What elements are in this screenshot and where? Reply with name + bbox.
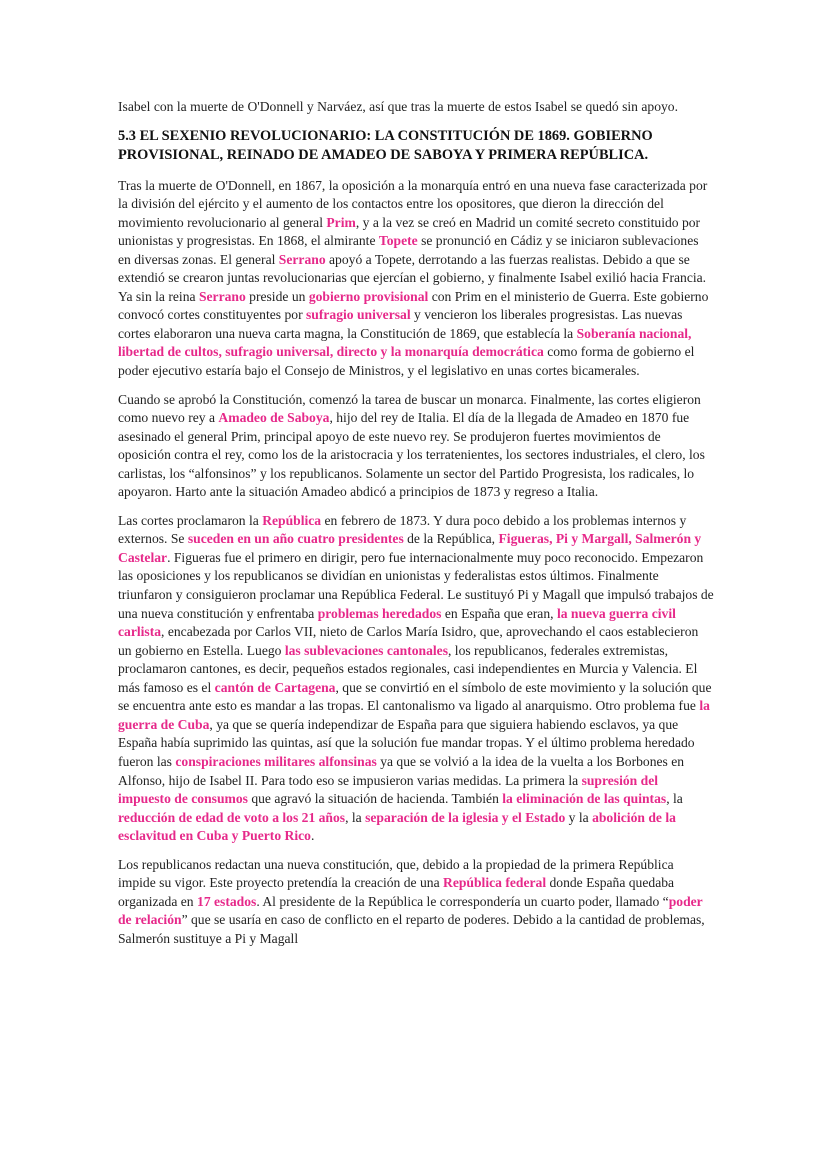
- text: Tras la muerte de O'Donnell, en 1867, la oposición a la monarquía entró en una nueva fase caracterizada por la división del ejército y el aumento de los contactos entre los opositores, que dieron la dirección del movimiento revolucionario al general: [118, 177, 708, 230]
- intro-paragraph: [118, 98, 714, 117]
- highlight: conspiraciones militares alfonsinas: [175, 753, 377, 769]
- document-page: [118, 98, 714, 958]
- text: Los republicanos redactan una nueva constitución, que, debido a la propiedad de la primera República impide su vigor. Este proyecto pretendía la creación de una: [118, 856, 674, 891]
- text: , y a la vez se creó en Madrid un comité secreto constituido por unionistas y progresistas. En 1868, el almirante: [118, 214, 701, 249]
- text: en febrero de 1873. Y dura poco debido a los problemas internos y externos. Se: [118, 512, 687, 547]
- paragraph-amadeo: [118, 391, 714, 502]
- text: Cuando se aprobó la Constitución, comenzó la tarea de buscar un monarca. Finalmente, las cortes eligieron como nuevo rey a: [118, 391, 701, 426]
- highlight: sufragio universal: [306, 307, 411, 323]
- highlight: Serrano: [198, 288, 246, 304]
- highlight: Soberanía nacional, libertad de cultos, sufragio universal, directo y la monarquía democrática: [118, 325, 692, 360]
- text: Isabel con la muerte de O'Donnell y Narváez, así que tras la muerte de estos Isabel se quedó sin apoyo.: [118, 99, 678, 114]
- highlight: la guerra de Cuba: [118, 698, 710, 732]
- text: donde España quedaba organizada en: [118, 875, 675, 909]
- text: , los republicanos, federales extremistas, proclamaron cantones, es decir, pequeños estados regionales, casi independientes en Murcia y Valencia. El más famoso es el: [118, 642, 698, 695]
- paragraph-republic: [118, 512, 714, 846]
- text: . Al presidente de la República le correspondería un cuarto poder, llamado “: [256, 893, 669, 909]
- text: , la: [345, 809, 366, 825]
- text: , ya que se quería independizar de España para que siguiera habiendo esclavos, ya que España había suprimido las quintas, así que la solución fue mandar tropas. Y el último problema heredado fueron las: [118, 716, 695, 769]
- highlight: República federal: [443, 875, 547, 891]
- highlight: las sublevaciones cantonales: [284, 642, 448, 658]
- paragraph-constitution: [118, 856, 714, 949]
- highlight: Amadeo de Saboya: [218, 410, 330, 426]
- text: , hijo del rey de Italia. El día de la llegada de Amadeo en 1870 fue asesinado el general Prim, principal apoyo de este nuevo rey. Se produjeron fuertes movimientos de oposición contra el rey, como los de la aristocracia y los terratenientes, los sectores industriales, el clero, los carlistas, los “alfonsinos” y los republicanos. Solamente un sector del Partido Progresista, los radicales, lo apoyaron. Harto ante la situación Amadeo abdicó a principios de 1873 y regreso a Italia.: [118, 410, 705, 500]
- highlight: abolición de la esclavitud en Cuba y Puerto Rico: [118, 809, 676, 844]
- highlight: Prim: [326, 214, 356, 230]
- text: con Prim en el ministerio de Guerra. Este gobierno convocó cortes constituyentes por: [118, 288, 709, 323]
- highlight: República: [262, 512, 322, 528]
- text: preside un: [245, 288, 309, 304]
- paragraph-revolution: [118, 177, 714, 381]
- text: .: [310, 828, 315, 844]
- highlight: poder de relación: [118, 893, 703, 928]
- text: como forma de gobierno el poder ejecutivo estaría bajo el Consejo de Ministros, y el legislativo en unas cortes bicamerales.: [118, 344, 695, 379]
- text: ya que se volvió a la idea de la vuelta a los Borbones en Alfonso, hijo de Isabel II. Para todo eso se impusieron varias medidas. La primera la: [118, 753, 685, 788]
- text: , que se convirtió en el símbolo de este movimiento y la solución que se encuentra ante esto es mandar a las tropas. El cantonalismo va ligado al anarquismo. Otro problema fue: [118, 679, 712, 714]
- highlight: cantón de Cartagena: [214, 679, 336, 695]
- highlight: Serrano: [278, 251, 326, 267]
- text: , la: [666, 791, 683, 807]
- text: apoyó a Topete, derrotando a las fuerzas realistas. Debido a que se extendió se crearon juntas revolucionarias que ejercían el gobierno, y finalmente Isabel exilió hacia Francia. Ya sin la reina: [118, 251, 707, 304]
- text: . Figueras fue el primero en dirigir, pero fue internacionalmente muy poco reconocido. Empezaron las oposiciones y los republicanos se dividían en unionistas y federalistas estos últimos. Finalmente triunfaron y consiguieron proclamar una República Federal. Le sustituyó Pi y Magall que impulsó trabajos de una nueva constitución y enfrentaba: [118, 549, 714, 621]
- highlight: Figueras, Pi y Margall, Salmerón y Castelar: [118, 531, 702, 565]
- highlight: separación de la iglesia y el Estado: [365, 809, 566, 825]
- text: , encabezada por Carlos VII, nieto de Carlos María Isidro, que, aprovechando el caos establecieron un gobierno en Estella. Luego: [118, 624, 699, 658]
- highlight: gobierno provisional: [308, 288, 429, 304]
- text: de la República,: [403, 531, 499, 547]
- highlight: Topete: [378, 233, 418, 249]
- section-heading: 5.3 EL SEXENIO REVOLUCIONARIO: LA CONSTITUCIÓN DE 1869. GOBIERNO PROVISIONAL, REINADO DE AMADEO DE SABOYA Y PRIMERA REPÚBLICA.: [118, 127, 653, 163]
- highlight: suceden en un año cuatro presidentes: [187, 531, 404, 547]
- text: en España que eran,: [441, 605, 557, 621]
- text: y la: [565, 809, 593, 825]
- highlight: reducción de edad de voto a los 21 años: [118, 809, 346, 825]
- text: Las cortes proclamaron la: [118, 512, 263, 528]
- highlight: 17 estados: [197, 893, 257, 909]
- highlight: supresión del impuesto de consumos: [118, 772, 659, 807]
- text: ” que se usaría en caso de conflicto en el reparto de poderes. Debido a la cantidad de problemas, Salmerón sustituye a Pi y Magall: [118, 912, 705, 946]
- text: y vencieron los liberales progresistas. Las nuevas cortes elaboraron una nueva carta magna, la Constitución de 1869, que establecía la: [118, 307, 683, 341]
- highlight: la eliminación de las quintas: [502, 791, 667, 807]
- highlight: problemas heredados: [317, 605, 442, 621]
- text: se pronunció en Cádiz y se iniciaron sublevaciones en diversas zonas. El general: [118, 233, 699, 267]
- highlight: la nueva guerra civil carlista: [118, 605, 676, 640]
- text: que agravó la situación de hacienda. También: [247, 791, 503, 807]
